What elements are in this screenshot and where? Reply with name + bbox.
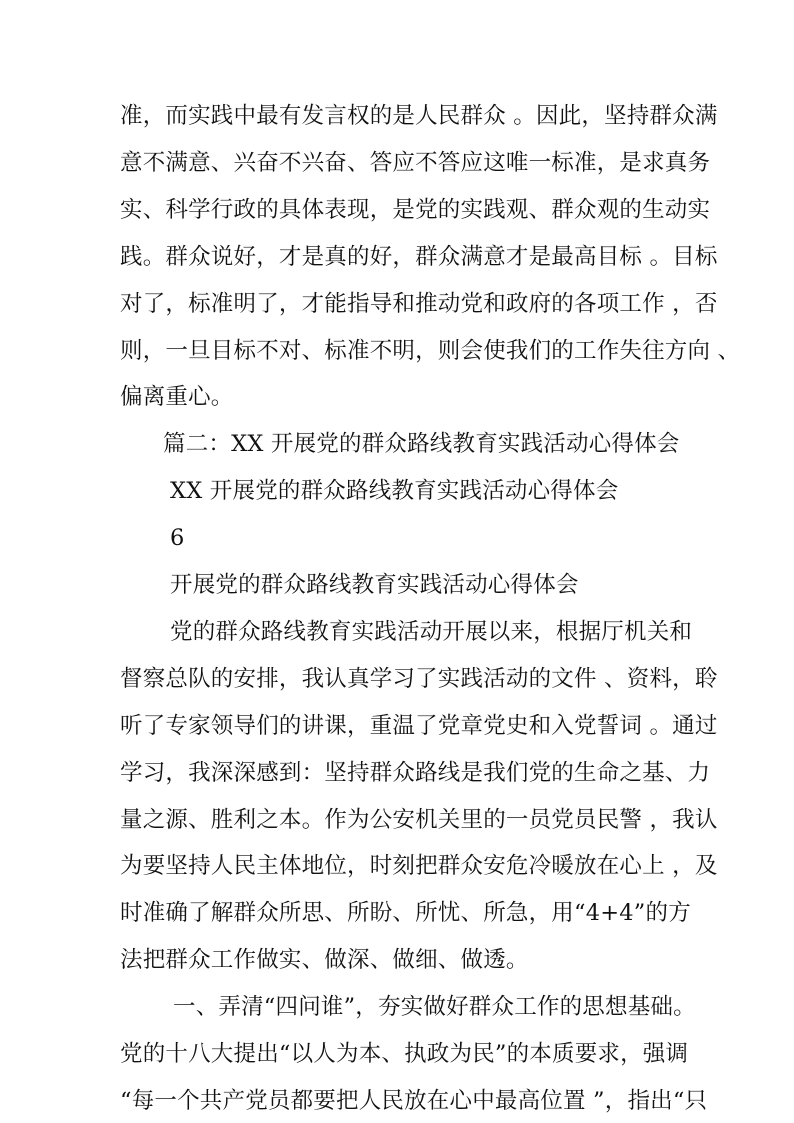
text-line-17: 为要坚持人民主体地位，时刻把群众安危冷暖放在心上 ，及 — [120, 853, 718, 879]
text-line-22: “每一个共产党员都要把人民放在心中最高位置 ”，指出“只 — [120, 1088, 708, 1114]
text-line-21: 党的十八大提出“以人为本、执政为民”的本质要求，强调 — [120, 1041, 689, 1067]
text-line-18: 时准确了解群众所思、所盼、所忧、所急，用“4+4”的方 — [120, 900, 691, 926]
text-line-15: 学习，我深深感到：坚持群众路线是我们党的生命之基、力 — [120, 760, 711, 786]
text-line-7: 偏离重心。 — [120, 384, 234, 410]
article-subtitle: 开展党的群众路线教育实践活动心得体会 — [170, 572, 579, 598]
text-line-1: 准，而实践中最有发言权的是人民群众 。因此，坚持群众满 — [120, 103, 718, 129]
text-line-13: 督察总队的安排，我认真学习了实践活动的文件 、资料，聆 — [120, 666, 718, 692]
section-heading: 篇二：XX 开展党的群众路线教育实践活动心得体会 — [163, 431, 680, 457]
text-line-14: 听了专家领导们的讲课，重温了党章党史和入党誓词 。通过 — [120, 713, 718, 739]
text-line-5: 对了，标准明了，才能指导和推动党和政府的各项工作 ，否 — [120, 291, 718, 317]
text-line-4: 践。群众说好，才是真的好，群众满意才是最高目标 。目标 — [120, 244, 718, 270]
text-line-3: 实、科学行政的具体表现，是党的实践观、群众观的生动实 — [120, 197, 711, 223]
text-line-12: 党的群众路线教育实践活动开展以来，根据厅机关和 — [170, 619, 693, 645]
text-line-2: 意不满意、兴奋不兴奋、答应不答应这唯一标准，是求真务 — [120, 150, 711, 176]
heading-one: 一、弄清“四问谁”，夯实做好群众工作的思想基础。 — [173, 994, 696, 1020]
article-title: XX 开展党的群众路线教育实践活动心得体会 — [170, 478, 619, 504]
text-line-16: 量之源、胜利之本。作为公安机关里的一员党员民警 ，我认 — [120, 807, 718, 833]
number-line: 6 — [170, 525, 185, 551]
text-line-19: 法把群众工作做实、做深、做细、做透。 — [120, 947, 529, 973]
text-line-6: 则，一旦目标不对、标准不明，则会使我们的工作失往方向 、 — [120, 338, 741, 364]
